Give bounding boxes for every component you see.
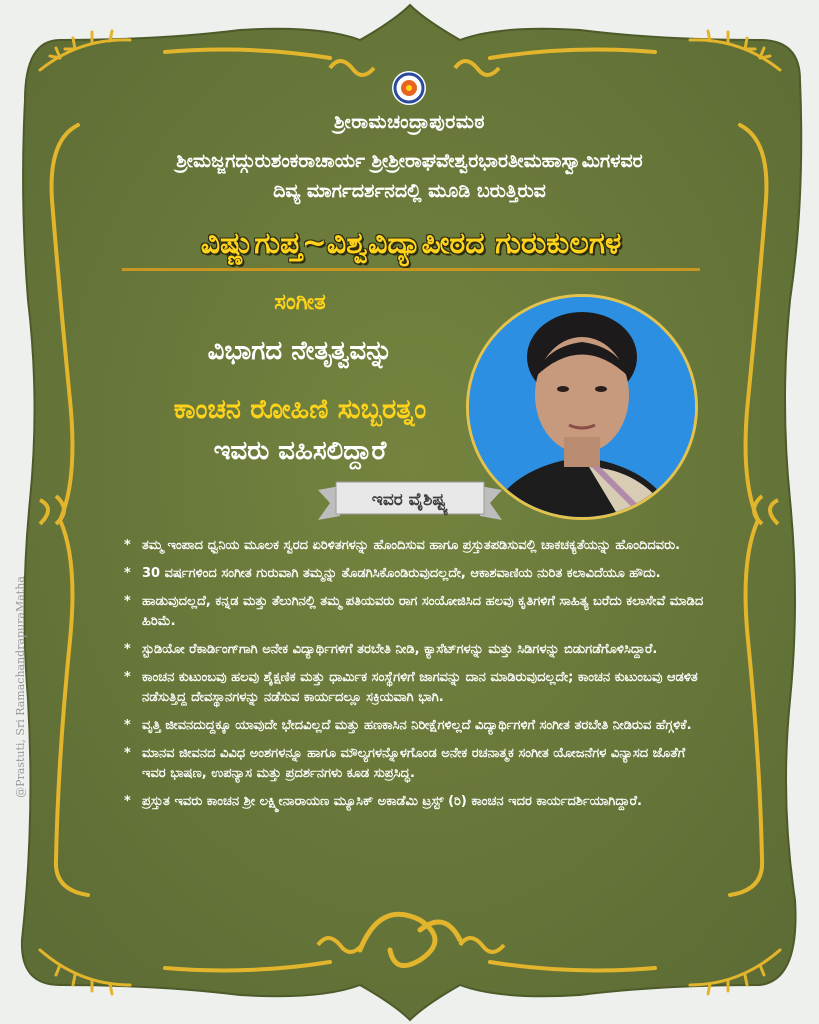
list-item: * ತಮ್ಮ ಇಂಪಾದ ಧ್ವನಿಯ ಮೂಲಕ ಸ್ವರದ ಏರಿಳಿತಗಳನ್ನು ಹೊಂದಿಸುವ ಹಾಗೂ ಪ್ರಸ್ತುತಪಡಿಸುವಲ್ಲಿ ಚಾಕಚಕ್ಯತೆಯನ್ನು ಹೊಂದಿದವರು.: [124, 536, 704, 556]
will-lead-text: ಇವರು ವಹಿಸಲಿದ್ದಾರೆ: [213, 436, 387, 466]
list-item: * ಪ್ರಸ್ತುತ ಇವರು ಕಾಂಚನ ಶ್ರೀ ಲಕ್ಷ್ಮೀನಾರಾಯಣ ಮ್ಯೂಸಿಕ್ ಅಕಾಡೆಮಿ ಟ್ರಸ್ಟ್ (ರಿ) ಕಾಂಚನ ಇದರ ಕಾರ್ಯದರ್ಶಿಯಾಗಿದ್ದಾರೆ.: [124, 792, 704, 812]
list-item: * ಸ್ಟುಡಿಯೋ ರೆಕಾರ್ಡಿಂಗ್‌ಗಾಗಿ ಅನೇಕ ವಿದ್ಯಾರ್ಥಿಗಳಿಗೆ ತರಬೇತಿ ನೀಡಿ, ಕ್ಯಾಸೆಟ್‌ಗಳನ್ನು ಮತ್ತು ಸಿಡಿಗಳನ್ನು ಬಿಡುಗಡೆಗೊಳಿಸಿದ್ದಾರೆ.: [124, 640, 704, 660]
org-name: ಶ್ರೀರಾಮಚಂದ್ರಾಪುರಮಠ: [334, 111, 485, 133]
features-list: [124, 536, 704, 812]
asterisk-icon: *: [124, 538, 131, 553]
asterisk-icon: *: [124, 794, 131, 809]
list-item: * ಹಾಡುವುದಲ್ಲದೆ, ಕನ್ನಡ ಮತ್ತು ತೆಲುಗಿನಲ್ಲಿ ತಮ್ಮ ಪತಿಯವರು ರಾಗ ಸಂಯೋಜಿಸಿದ ಹಲವು ಕೃತಿಗಳಿಗೆ ಸಾಹಿತ್ಯ ಬರೆದು ಕಲಾಸೇವೆ ಮಾಡಿದ ಹಿರಿಮೆ.: [124, 594, 704, 629]
banner-underline: [122, 268, 700, 271]
list-item: * ವೃತ್ತಿ ಜೀವನದುದ್ದಕ್ಕೂ ಯಾವುದೇ ಭೇದವಿಲ್ಲದೆ ಮತ್ತು ಹಣಕಾಸಿನ ನಿರೀಕ್ಷೆಗಳಿಲ್ಲದೆ ವಿದ್ಯಾರ್ಥಿಗಳಿಗೆ ಸಂಗೀತ ತರಬೇತಿ ನೀಡಿರುವ ಹೆಗ್ಗಳಿಕೆ.: [124, 716, 704, 736]
person-name: ಕಾಂಚನ ರೋಹಿಣಿ ಸುಬ್ಬರತ್ನಂ: [173, 394, 427, 425]
list-item: * 30 ವರ್ಷಗಳಿಂದ ಸಂಗೀತ ಗುರುವಾಗಿ ತಮ್ಮನ್ನು ತೊಡಗಿಸಿಕೊಂಡಿರುವುದಲ್ಲದೇ, ಆಕಾಶವಾಣಿಯ ನುರಿತ ಕಲಾವಿದೆಯೂ ಹೌದು.: [124, 564, 704, 584]
photo-credit: @Prastuti, Sri RamachandrapuraMatha: [14, 576, 27, 798]
guru-title-line: ಶ್ರೀಮಜ್ಜಗದ್ಗುರುಶಂಕರಾಚಾರ್ಯ ಶ್ರೀಶ್ರೀರಾಘವೇಶ್ವರಭಾರತೀಮಹಾಸ್ವಾಮಿಗಳವರ: [176, 150, 643, 172]
asterisk-icon: *: [124, 594, 131, 609]
asterisk-icon: *: [124, 566, 131, 581]
main-banner: [122, 222, 700, 272]
guidance-line: ದಿವ್ಯ ಮಾರ್ಗದರ್ಶನದಲ್ಲಿ ಮೂಡಿ ಬರುತ್ತಿರುವ: [273, 180, 546, 202]
department-name: ಸಂಗೀತ: [274, 290, 326, 315]
ribbon-label: ಇವರ ವೈಶಿಷ್ಟ್ಯ: [371, 490, 449, 510]
asterisk-icon: *: [124, 642, 131, 657]
list-item: * ಕಾಂಚನ ಕುಟುಂಬವು ಹಲವು ಶೈಕ್ಷಣಿಕ ಮತ್ತು ಧಾರ್ಮಿಕ ಸಂಸ್ಥೆಗಳಿಗೆ ಜಾಗವನ್ನು ದಾನ ಮಾಡಿರುವುದಲ್ಲದೇ; ಕಾಂಚನ ಕುಟುಂಬವು ಆಡಳಿತ ನಡೆಸುತ್ತಿದ್ದ ದೇವಸ್ಥಾನಗಳನ್ನು ನಡೆಸುವ ಕಾರ್ಯದಲ್ಲೂ ಸಕ್ರಿಯವಾಗಿ ಭಾಗಿ.: [124, 670, 698, 705]
asterisk-icon: *: [124, 670, 131, 685]
list-item: * ಮಾನವ ಜೀವನದ ವಿವಿಧ ಅಂಶಗಳನ್ನೂ ಹಾಗೂ ಮೌಲ್ಯಗಳನ್ನೊಳಗೊಂಡ ಅನೇಕ ರಚನಾತ್ಮಕ ಸಂಗೀತ ಯೋಜನೆಗಳ ವಿನ್ಯಾಸದ ಜೊತೆಗೆ ಇವರ ಭಾಷಣ, ಉಪನ್ಯಾಸ ಮತ್ತು ಪ್ರದರ್ಶನಗಳು ಕೂಡ ಸುಪ್ರಸಿದ್ಧ.: [124, 746, 686, 781]
asterisk-icon: *: [124, 718, 131, 733]
banner-title: ವಿಷ್ಣುಗುಪ್ತ~ವಿಶ್ವವಿದ್ಯಾಪೀಠದ ಗುರುಕುಲಗಳ: [200, 226, 622, 261]
department-lead-text: ವಿಭಾಗದ ನೇತೃತ್ವವನ್ನು: [207, 336, 393, 366]
asterisk-icon: *: [124, 746, 131, 761]
